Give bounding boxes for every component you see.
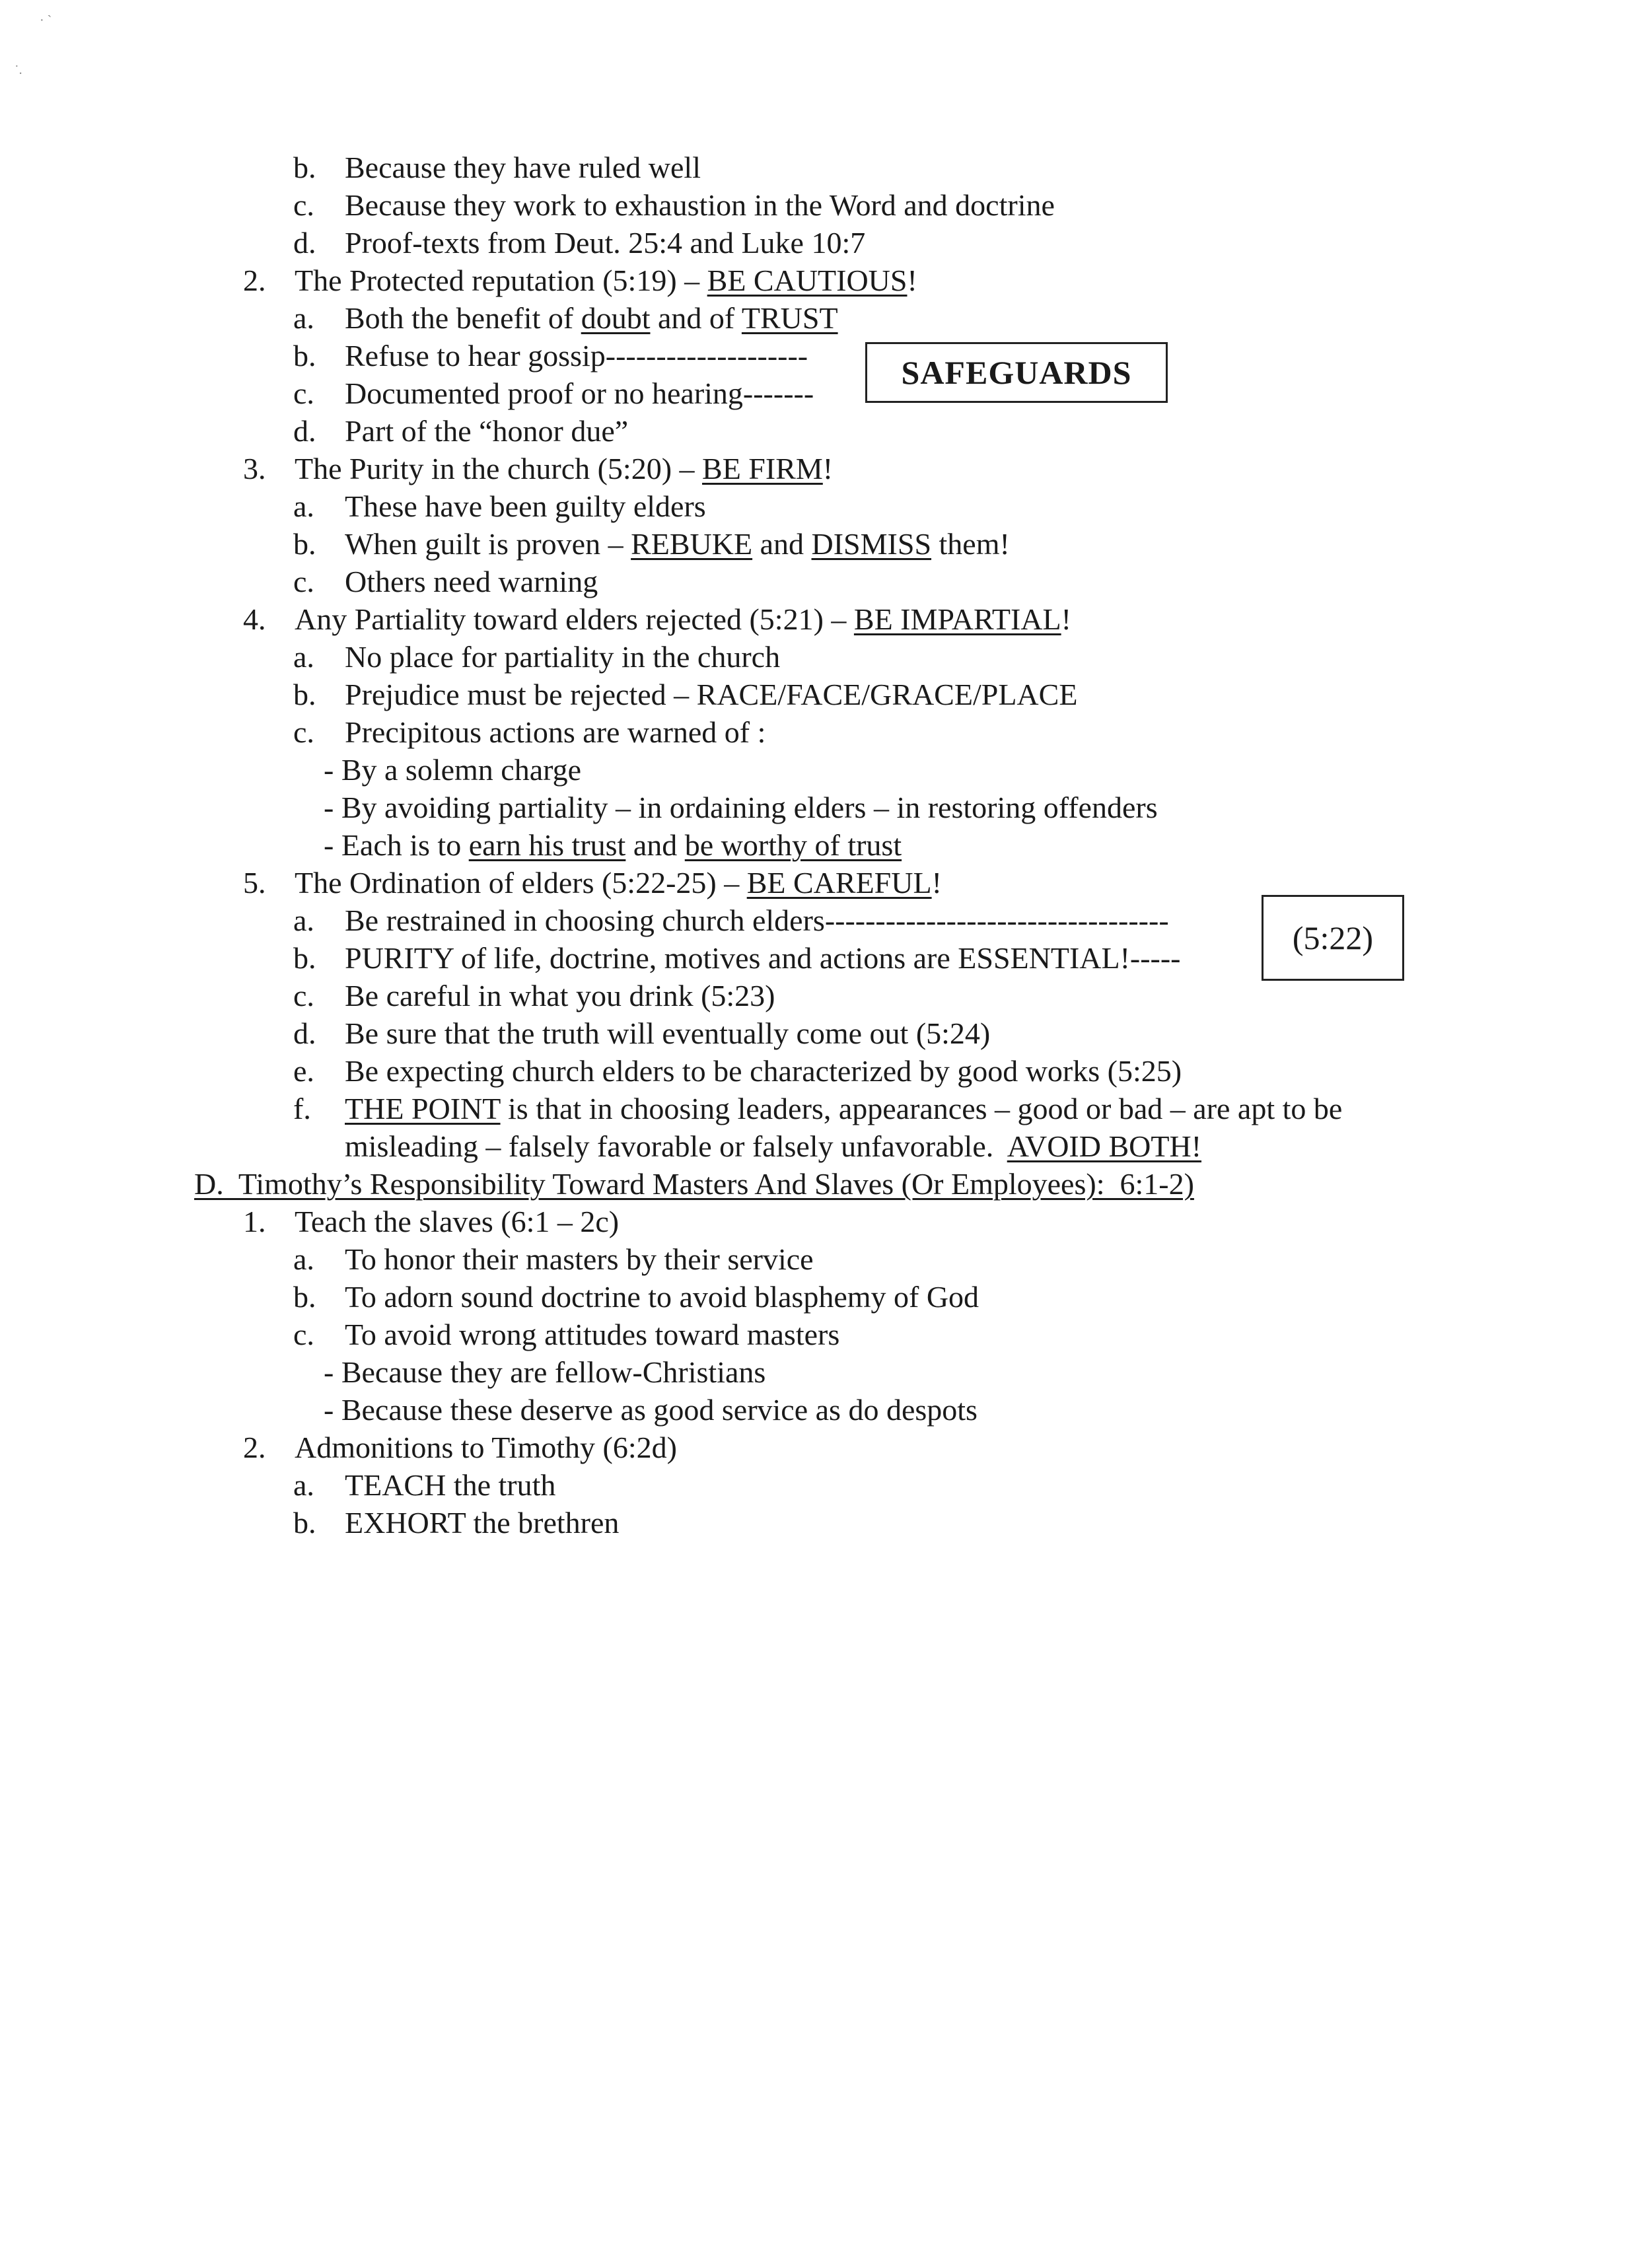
outline-heading: [295, 601, 1071, 638]
section-heading-text: D. Timothy’s Responsibility Toward Masters And Slaves (Or Employees): 6:1-2): [194, 1167, 1194, 1201]
item-marker: 2.: [243, 264, 266, 297]
line-text: !: [822, 452, 834, 485]
outline-line: [345, 1128, 1201, 1165]
line-text: When guilt is proven –: [345, 527, 631, 561]
emphasis-text: BE CAUTIOUS: [707, 264, 908, 297]
section-heading: [194, 1166, 1194, 1203]
item-marker: 1.: [243, 1205, 266, 1238]
item-marker: a.: [293, 301, 314, 335]
item-marker: a.: [293, 1468, 314, 1502]
line-text: !: [907, 264, 917, 297]
item-marker: d.: [293, 414, 316, 448]
outline-line: Be restrained in choosing church elders----------------------------------: [345, 904, 1169, 937]
line-text: Both the benefit of: [345, 301, 581, 335]
item-marker: c.: [293, 565, 314, 598]
emphasis-text: REBUKE: [631, 527, 753, 561]
item-marker: b.: [293, 339, 316, 372]
outline-line: [345, 300, 838, 337]
outline-line: [345, 1090, 1342, 1127]
emphasis-text: BE FIRM: [702, 452, 823, 485]
item-marker: b.: [293, 1506, 316, 1540]
emphasis-text: earn his trust: [468, 828, 626, 862]
outline-line: Because they have ruled well: [345, 151, 701, 184]
outline-line: No place for partiality in the church: [345, 640, 781, 674]
outline-subline: - By avoiding partiality – in ordaining elders – in restoring offenders: [324, 791, 1158, 824]
item-marker: b.: [293, 527, 316, 561]
outline-heading: Admonitions to Timothy (6:2d): [295, 1431, 677, 1464]
line-text: - Each is to: [324, 828, 469, 862]
emphasis-text: DISMISS: [811, 527, 932, 561]
outline-line: Because they work to exhaustion in the Word and doctrine: [345, 188, 1055, 222]
outline-line: Documented proof or no hearing-------: [345, 376, 814, 410]
line-text: and: [625, 828, 685, 862]
outline-line: To avoid wrong attitudes toward masters: [345, 1318, 840, 1351]
outline-subline: - Because these deserve as good service as do despots: [324, 1393, 978, 1427]
outline-line: TEACH the truth: [345, 1468, 556, 1502]
outline-subline: - By a solemn charge: [324, 753, 582, 787]
emphasis-text: THE POINT: [345, 1092, 501, 1125]
outline-line: Proof-texts from Deut. 25:4 and Luke 10:7: [345, 226, 866, 260]
line-text: !: [1061, 602, 1071, 636]
outline-heading: [295, 262, 917, 299]
outline-line: Prejudice must be rejected – RACE/FACE/GRACE/PLACE: [345, 678, 1078, 711]
item-marker: b.: [293, 941, 316, 975]
line-text: The Purity in the church (5:20) –: [295, 452, 703, 485]
scan-speck: · ˋ: [40, 13, 52, 28]
line-text: them!: [931, 527, 1010, 561]
line-text: The Ordination of elders (5:22-25) –: [295, 866, 747, 900]
outline-line: Be sure that the truth will eventually come out (5:24): [345, 1016, 991, 1050]
item-marker: d.: [293, 226, 316, 260]
outline-line: Others need warning: [345, 565, 598, 598]
outline-line: Be expecting church elders to be characterized by good works (5:25): [345, 1054, 1182, 1088]
line-text: The Protected reputation (5:19) –: [295, 264, 707, 297]
outline-line: Refuse to hear gossip--------------------: [345, 339, 808, 372]
item-marker: a.: [293, 640, 314, 674]
scan-speck: ˙.: [15, 63, 22, 77]
emphasis-text: AVOID BOTH!: [1007, 1129, 1202, 1163]
line-text: misleading – falsely favorable or falsely unfavorable.: [345, 1129, 1007, 1163]
outline-line: Precipitous actions are warned of :: [345, 715, 766, 749]
emphasis-text: BE IMPARTIAL: [853, 602, 1061, 636]
outline-line: Part of the “honor due”: [345, 414, 629, 448]
safeguards-label: SAFEGUARDS: [901, 354, 1132, 391]
outline-line: PURITY of life, doctrine, motives and actions are ESSENTIAL!-----: [345, 941, 1181, 975]
emphasis-text: doubt: [581, 301, 651, 335]
line-text: and: [752, 527, 812, 561]
item-marker: b.: [293, 151, 316, 184]
outline-heading: Teach the slaves (6:1 – 2c): [295, 1205, 620, 1238]
outline-line: To honor their masters by their service: [345, 1242, 814, 1276]
outline-line: Be careful in what you drink (5:23): [345, 979, 775, 1012]
outline-line: EXHORT the brethren: [345, 1506, 620, 1540]
emphasis-text: BE CAREFUL: [746, 866, 932, 900]
item-marker: e.: [293, 1054, 314, 1088]
item-marker: c.: [293, 188, 314, 222]
item-marker: 5.: [243, 866, 266, 900]
emphasis-text: be worthy of trust: [684, 828, 902, 862]
line-text: !: [931, 866, 942, 900]
item-marker: 4.: [243, 602, 266, 636]
outline-line: These have been guilty elders: [345, 489, 706, 523]
item-marker: c.: [293, 979, 314, 1012]
outline-subline: - Because they are fellow-Christians: [324, 1355, 766, 1389]
item-marker: 3.: [243, 452, 266, 485]
item-marker: f.: [293, 1092, 311, 1125]
item-marker: d.: [293, 1016, 316, 1050]
emphasis-text: TRUST: [741, 301, 838, 335]
item-marker: a.: [293, 904, 314, 937]
line-text: Any Partiality toward elders rejected (5:21) –: [295, 602, 854, 636]
outline-subline: [324, 827, 902, 864]
item-marker: a.: [293, 489, 314, 523]
safeguards-box: [865, 342, 1168, 403]
outline-line: To adorn sound doctrine to avoid blasphemy of God: [345, 1280, 979, 1314]
item-marker: c.: [293, 1318, 314, 1351]
item-marker: 2.: [243, 1431, 266, 1464]
item-marker: a.: [293, 1242, 314, 1276]
line-text: and of: [650, 301, 742, 335]
reference-label: (5:22): [1292, 919, 1374, 956]
outline-line: [345, 526, 1010, 563]
reference-box: [1262, 895, 1404, 981]
outline-heading: [295, 450, 833, 487]
outline-heading: [295, 865, 942, 902]
item-marker: b.: [293, 678, 316, 711]
item-marker: b.: [293, 1280, 316, 1314]
item-marker: c.: [293, 715, 314, 749]
line-text: is that in choosing leaders, appearances – good or bad – are apt to be: [500, 1092, 1343, 1125]
item-marker: c.: [293, 376, 314, 410]
